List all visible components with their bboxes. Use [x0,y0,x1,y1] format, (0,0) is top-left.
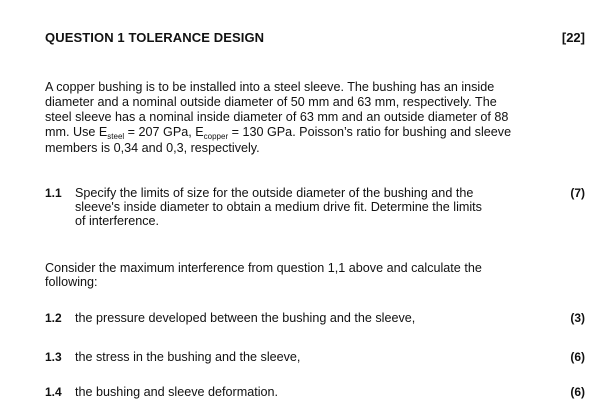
intro-line: A copper bushing is to be installed into a steel sleeve. The bushing has an inside [45,80,495,94]
question-number-1-2: 1.2 [45,311,62,325]
consider-line: following: [45,275,98,289]
intro-text: mm. Use E [45,125,108,139]
intro-paragraph [45,80,590,156]
question-marks-1-4: (6) [570,385,585,399]
question-title: QUESTION 1 TOLERANCE DESIGN [45,30,265,45]
question-text-1-2: the pressure developed between the bushing and the sleeve, [75,311,416,325]
question-text-1-3: the stress in the bushing and the sleeve, [75,350,301,364]
subscript-steel: steel [107,132,125,141]
intro-line [45,125,590,141]
question-number-1-3: 1.3 [45,350,62,364]
intro-text: = 130 GPa. Poisson’s ratio for bushing and sleeve [228,125,512,139]
subscript-copper: copper [203,132,229,141]
question-text-1-4: the bushing and sleeve deformation. [75,385,279,399]
question-marks-1-1: (7) [570,186,585,200]
question-marks-1-2: (3) [570,311,585,325]
total-marks: [22] [561,30,585,45]
intro-line: members is 0,34 and 0,3, respectively. [45,141,260,155]
question-number-1-1: 1.1 [45,186,62,200]
consider-line: Consider the maximum interference from question 1,1 above and calculate the [45,261,482,275]
intro-text: = 207 GPa, E [124,125,204,139]
question-line: sleeve's inside diameter to obtain a medium drive fit. Determine the limits [75,200,482,214]
intro-line: steel sleeve has a nominal inside diameter of 63 mm and an outside diameter of 88 [45,110,509,124]
question-text-1-1 [75,186,555,228]
question-line: Specify the limits of size for the outside diameter of the bushing and the [75,186,474,200]
intro-line: diameter and a nominal outside diameter of 50 mm and 63 mm, respectively. The [45,95,497,109]
consider-paragraph [45,261,565,289]
question-line: of interference. [75,214,160,228]
question-number-1-4: 1.4 [45,385,62,399]
question-marks-1-3: (6) [570,350,585,364]
